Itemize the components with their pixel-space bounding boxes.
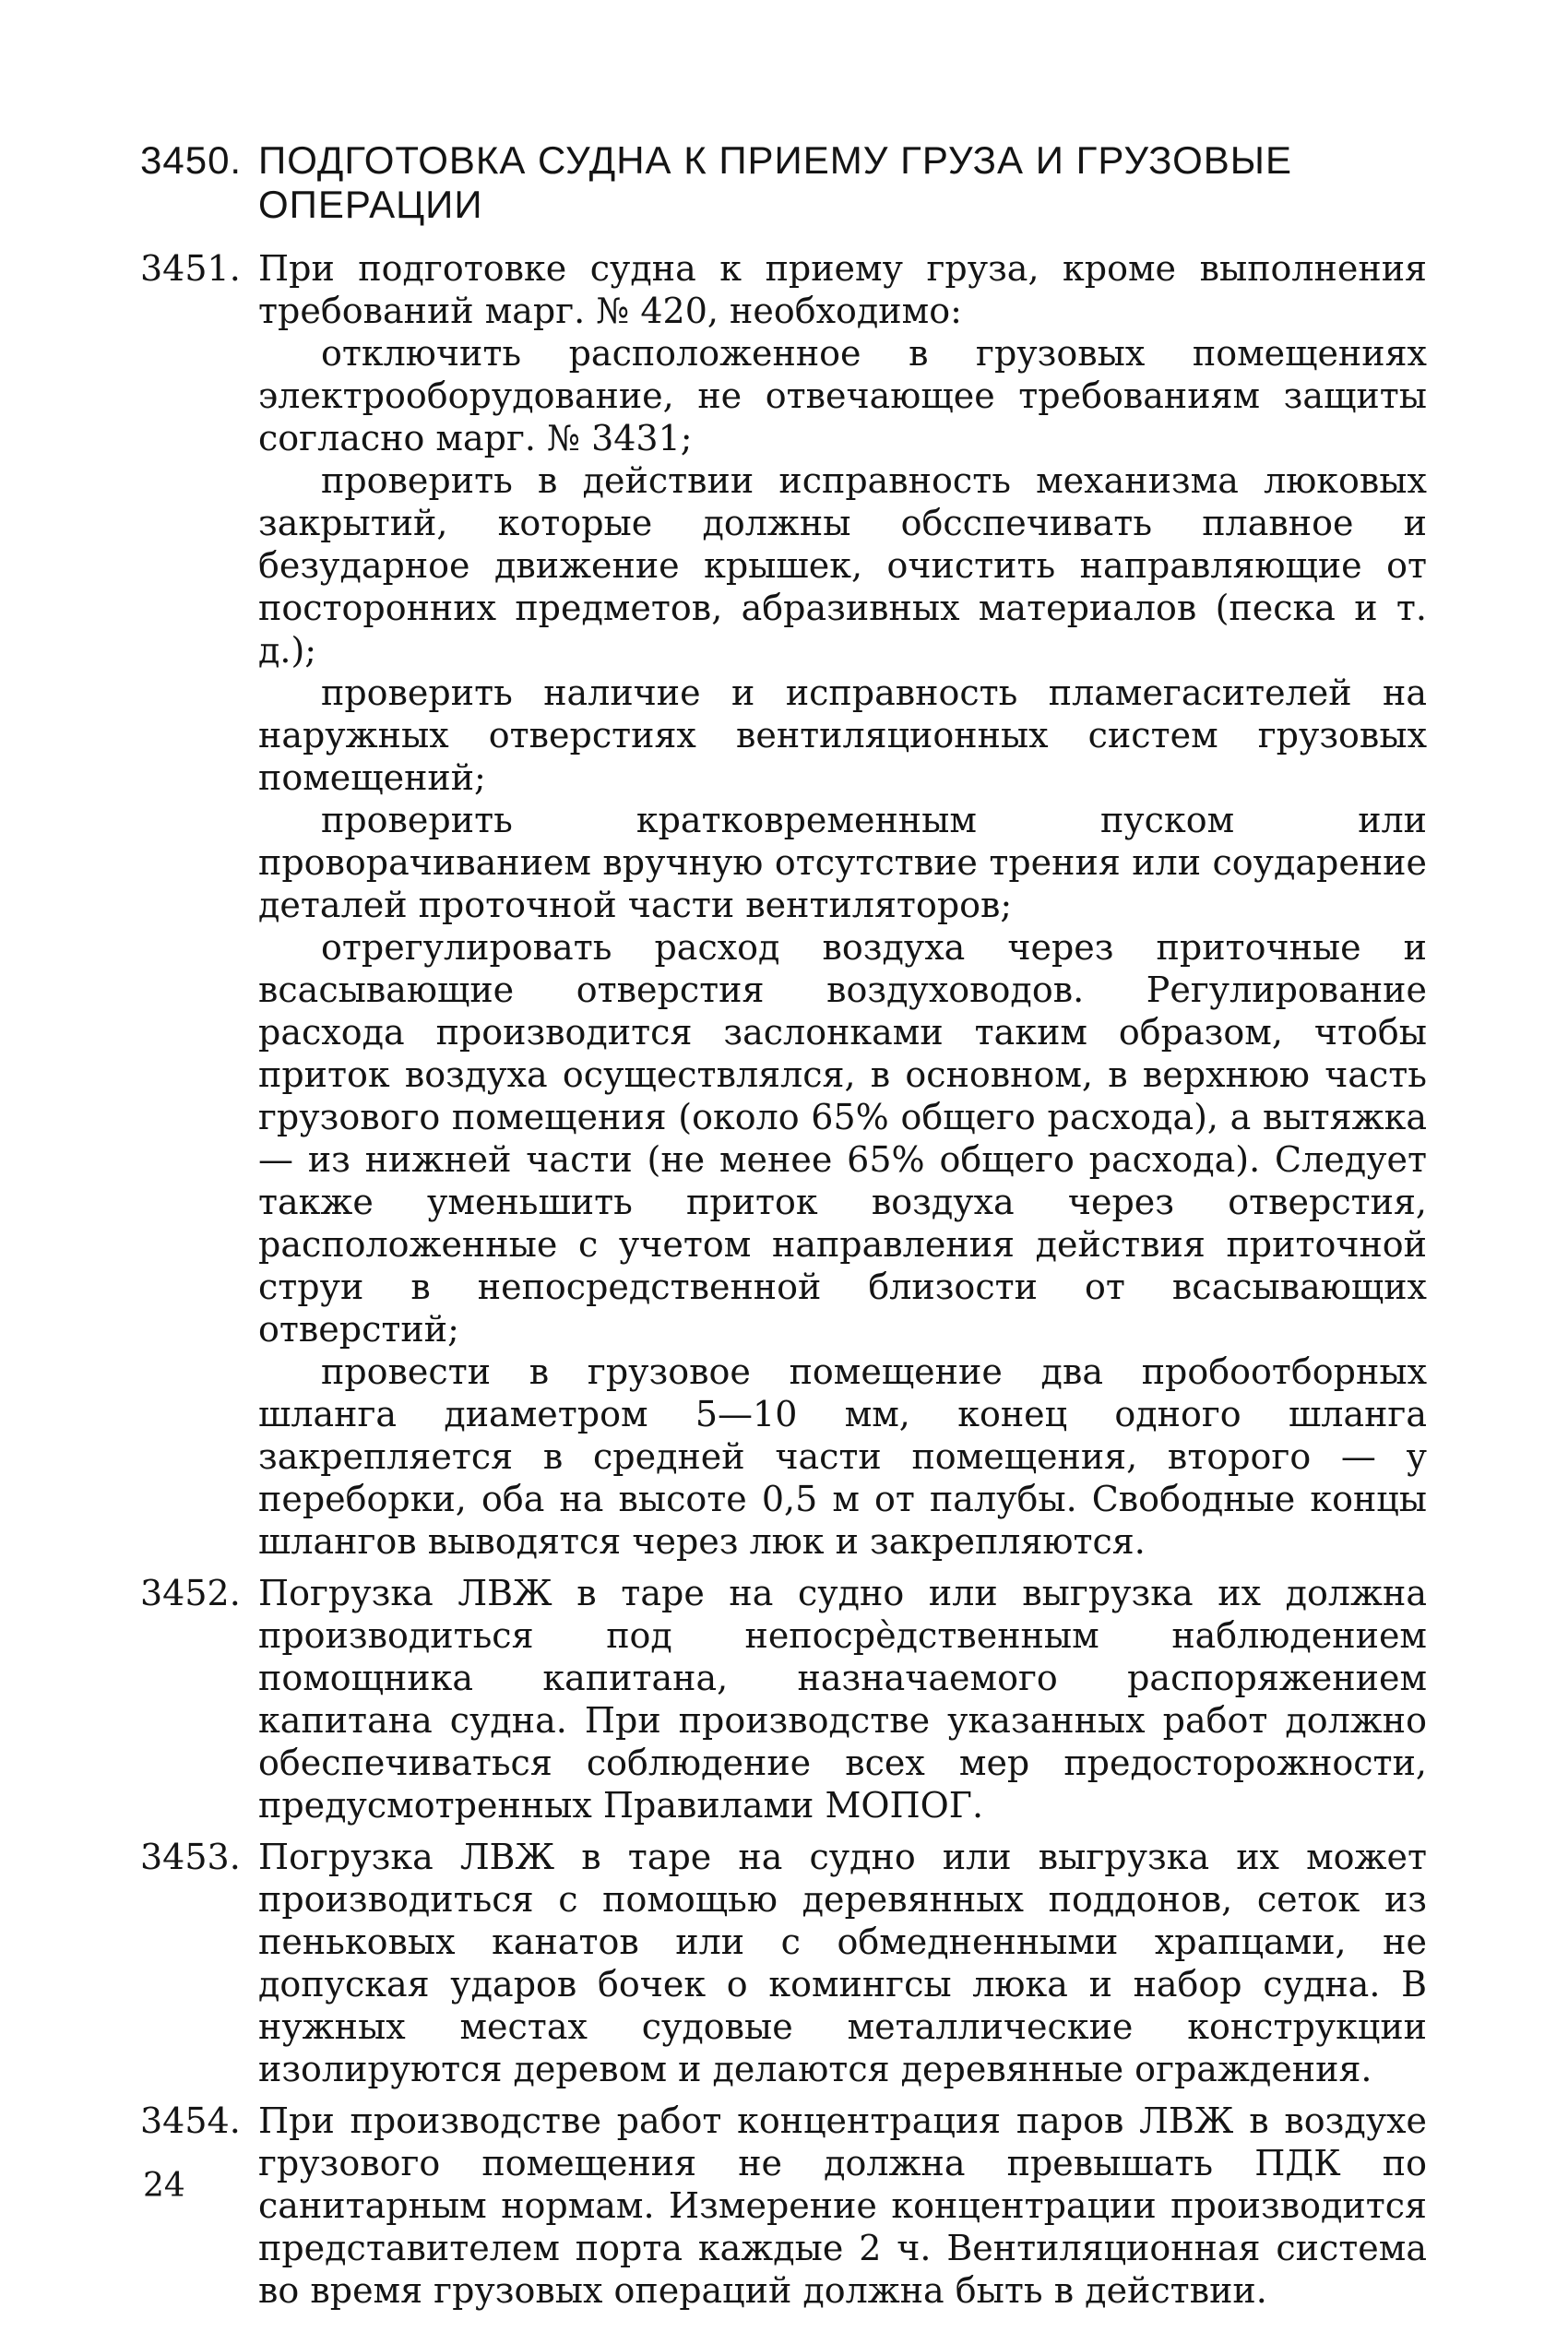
section-text: Погрузка ЛВЖ в таре на судно или выгрузка их может производиться с помощью деревянных поддонов, сеток из пеньковых канатов или с обмедненными храпцами, не допуская ударов бочек о комингсы люка и набор судна. В нужных местах судовые металлические конструкции изолируются деревом и делаются деревянные ограждения. [258, 1837, 1427, 2089]
section-intro: При подготовке судна к приему груза, кроме выполнения требований марг. № 420, необходимо: [258, 248, 1427, 331]
list-item: отрегулировать расход воздуха через приточные и всасывающие отверстия воздуховодов. Регулирование расхода производится заслонками таким образом, чтобы приток воздуха осуществлялся, в основном, в верхнюю часть грузового помещения (около 65% общего расхода), а вытяжка — из нижней части (не менее 65% общего расхода). Следует также уменьшить приток воздуха через отверстия, расположенные с учетом направления действия приточной струи в непосредственной близости от всасывающих отверстий; [258, 927, 1427, 1350]
section-number: 3450. [140, 138, 243, 182]
section-3452 [140, 1572, 1427, 1826]
section-text: Погрузка ЛВЖ в таре на судно или выгрузка их должна производиться под непосрѐдственным наблюдением помощника капитана, назначаемого распоряжением капитана судна. При производстве указанных работ должно обеспечиваться соблюдение всех мер предосторожности, предусмотренных Правилами МОПОГ. [258, 1573, 1427, 1826]
section-number: 3452. [140, 1573, 241, 1613]
section-number: 3451. [140, 248, 241, 289]
document-page [140, 138, 1427, 2312]
list-item: проверить наличие и исправность пламегасителей на наружных отверстиях вентиляционных систем грузовых помещений; [258, 672, 1427, 798]
section-3453 [140, 1836, 1427, 2090]
section-3454 [140, 2100, 1427, 2312]
section-title: ПОДГОТОВКА СУДНА К ПРИЕМУ ГРУЗА И ГРУЗОВЫЕ ОПЕРАЦИИ [258, 138, 1292, 226]
list-item: проверить в действии исправность механизма люковых закрытий, которые должны обсспечивать плавное и безударное движение крышек, очистить направляющие от посторонних предметов, абразивных материалов (песка и т. д.); [258, 460, 1427, 671]
section-heading-3450 [140, 138, 1427, 227]
section-number: 3454. [140, 2100, 241, 2141]
section-number: 3453. [140, 1837, 241, 1877]
list-item: отключить расположенное в грузовых помещениях электрооборудование, не отвечающее требованиям защиты согласно марг. № 3431; [258, 333, 1427, 458]
section-3451 [140, 247, 1427, 1563]
page-number: 24 [143, 2167, 185, 2205]
list-item: проверить кратковременным пуском или проворачиванием вручную отсутствие трения или соударение деталей проточной части вентиляторов; [258, 800, 1427, 925]
section-body [258, 247, 1427, 1563]
list-item: провести в грузовое помещение два пробоотборных шланга диаметром 5—10 мм, конец одного шланга закрепляется в средней части помещения, второго — у переборки, оба на высоте 0,5 м от палубы. Свободные концы шлангов выводятся через люк и закрепляются. [258, 1351, 1427, 1562]
section-text: При производстве работ концентрация паров ЛВЖ в воздухе грузового помещения не должна превышать ПДК по санитарным нормам. Измерение концентрации производится представителем порта каждые 2 ч. Вентиляционная система во время грузовых операций должна быть в действии. [258, 2100, 1427, 2311]
